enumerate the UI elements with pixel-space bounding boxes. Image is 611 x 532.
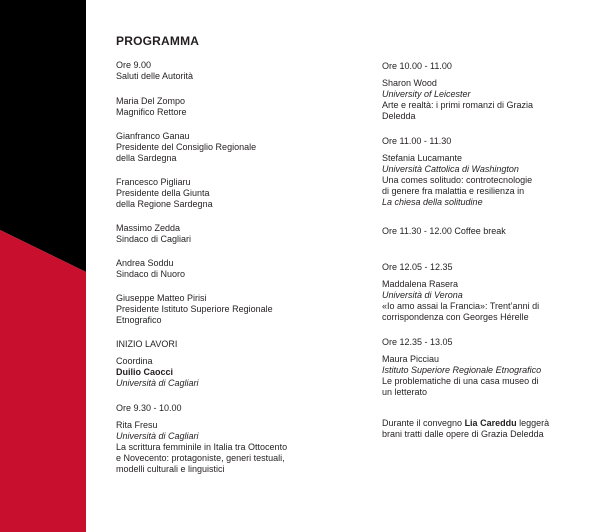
greeting-role: Sindaco di Nuoro — [116, 269, 186, 279]
greeting-name: Gianfranco Ganau — [116, 131, 190, 141]
coffee-break-item — [382, 226, 597, 237]
talk-affiliation: Istituto Superiore Regionale Etnografico — [382, 365, 542, 375]
left-column — [116, 60, 326, 489]
greeting-role: della Sardegna — [116, 153, 177, 163]
talk-item — [382, 61, 597, 122]
reading-note-line2: brani tratti dalle opere di Grazia Deledda — [382, 429, 544, 439]
greeting-item — [116, 223, 326, 245]
right-column — [382, 61, 597, 454]
talk-affiliation: University of Leicester — [382, 89, 471, 99]
reading-note-pre: Durante il convegno — [382, 418, 465, 428]
talk-title: di genere fra malattia e resilienza in — [382, 186, 525, 196]
greeting-name: Andrea Soddu — [116, 258, 174, 268]
greeting-item — [116, 131, 326, 164]
reading-note — [382, 418, 597, 440]
talk-time: Ore 9.30 - 10.00 — [116, 403, 182, 413]
talk-title: Le problematiche di una casa museo di — [382, 376, 539, 386]
greeting-name: Maria Del Zompo — [116, 96, 186, 106]
talk-time: Ore 10.00 - 11.00 — [382, 61, 452, 71]
talk-affiliation: Università di Verona — [382, 290, 463, 300]
talk-speaker: Maddalena Rasera — [382, 279, 459, 289]
talk-item — [382, 136, 597, 208]
talk-speaker: Maura Picciau — [382, 354, 440, 364]
talk-title: Arte e realtà: i primi romanzi di Grazia — [382, 100, 534, 110]
greeting-item — [116, 293, 326, 326]
black-band — [0, 0, 86, 272]
talk-title: La scrittura femminile in Italia tra Ottocento — [116, 442, 288, 452]
talk-title: Una comes solitudo: controtecnologie — [382, 175, 533, 185]
greeting-name: Francesco Pigliaru — [116, 177, 191, 187]
talk-time: Ore 12.05 - 12.35 — [382, 262, 453, 272]
talk-affiliation: Università Cattolica di Washington — [382, 164, 519, 174]
greeting-name: Massimo Zedda — [116, 223, 181, 233]
greeting-role: Presidente del Consiglio Regionale — [116, 142, 257, 152]
talk-speaker: Sharon Wood — [382, 78, 437, 88]
opening-item — [116, 60, 326, 82]
talk-title: «Io amo assai la Francia»: Trent’anni di — [382, 301, 540, 311]
greeting-role: Presidente Istituto Superiore Regionale — [116, 304, 273, 314]
reading-note-line — [382, 418, 597, 429]
coordinator-name: Duilio Caocci — [116, 367, 174, 377]
talk-title-italic: La chiesa della solitudine — [382, 197, 483, 207]
works-heading: INIZIO LAVORI — [116, 339, 178, 349]
coordinator-label: Coordina — [116, 356, 153, 366]
greeting-role: Presidente della Giunta — [116, 188, 210, 198]
talk-title: corrispondenza con Georges Hérelle — [382, 312, 529, 322]
talk-title: un letterato — [382, 387, 428, 397]
talk-time: Ore 11.00 - 11.30 — [382, 136, 452, 146]
coffee-break: Ore 11.30 - 12.00 Coffee break — [382, 226, 506, 236]
greeting-role: Sindaco di Cagliari — [116, 234, 192, 244]
talk-item — [116, 403, 326, 475]
reading-note-post: leggerà — [516, 418, 550, 428]
talk-title: e Novecento: protagoniste, generi testuali, — [116, 453, 285, 463]
talk-time: Ore 12.35 - 13.05 — [382, 337, 453, 347]
opening-time: Ore 9.00 — [116, 60, 152, 70]
greeting-item — [116, 96, 326, 118]
talk-item — [382, 337, 597, 398]
coordinator-affiliation: Università di Cagliari — [116, 378, 199, 388]
greeting-role: Magnifico Rettore — [116, 107, 187, 117]
talk-title: modelli culturali e linguistici — [116, 464, 225, 474]
greeting-role: Etnografico — [116, 315, 162, 325]
greeting-item — [116, 177, 326, 210]
coordinator-item — [116, 356, 326, 389]
talk-affiliation: Università di Cagliari — [116, 431, 199, 441]
talk-title: Deledda — [382, 111, 416, 121]
reader-name: Lia Careddu — [464, 418, 517, 428]
works-heading-item — [116, 339, 326, 350]
greeting-item — [116, 258, 326, 280]
talk-speaker: Stefania Lucamante — [382, 153, 463, 163]
program-title: PROGRAMMA — [116, 34, 200, 48]
talk-speaker: Rita Fresu — [116, 420, 158, 430]
red-band — [0, 230, 86, 532]
greeting-role: della Regione Sardegna — [116, 199, 213, 209]
opening-desc: Saluti delle Autorità — [116, 71, 194, 81]
talk-item — [382, 262, 597, 323]
greeting-name: Giuseppe Matteo Pirisi — [116, 293, 207, 303]
